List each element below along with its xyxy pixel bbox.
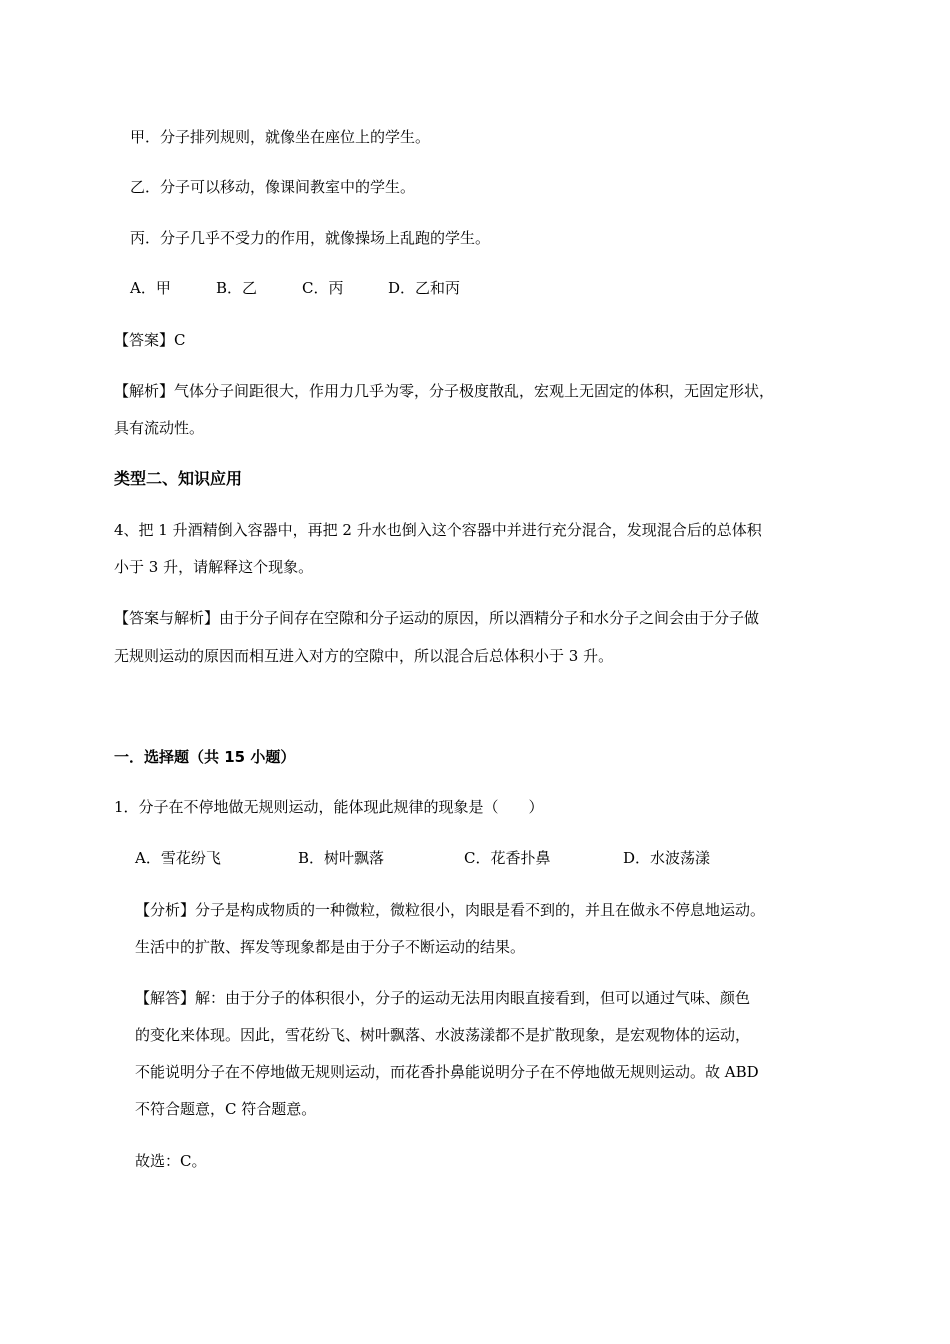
q1-solution-line-3: 不能说明分子在不停地做无规则运动，而花香扑鼻能说明分子在不停地做无规则运动。故 ABD	[135, 1063, 759, 1081]
options-row	[130, 278, 460, 298]
q1-stem: 1．分子在不停地做无规则运动，能体现此规律的现象是（ ）	[114, 798, 544, 816]
answer: 【答案】C	[114, 331, 186, 349]
analysis-line-1: 【解析】气体分子间距很大，作用力几乎为零，分子极度散乱，宏观上无固定的体积，无固定形状，	[114, 382, 775, 400]
q1-solution-line-1: 【解答】解：由于分子的体积很小，分子的运动无法用肉眼直接看到，但可以通过气味、颜色	[135, 989, 751, 1007]
q1-option-a: A．雪花纷飞	[135, 849, 221, 867]
q4-answer-line-1: 【答案与解析】由于分子间存在空隙和分子运动的原因，所以酒精分子和水分子之间会由于分子做	[114, 609, 760, 627]
q1-option-d: D．水波荡漾	[623, 849, 711, 867]
q1-solution-line-4: 不符合题意，C 符合题意。	[135, 1100, 317, 1118]
statement-yi: 乙．分子可以移动，像课间教室中的学生。	[130, 178, 416, 196]
section-heading-type2: 类型二、知识应用	[114, 469, 243, 488]
analysis-line-2: 具有流动性。	[114, 419, 205, 437]
exercises-heading: 一．选择题（共 15 小题）	[114, 748, 296, 766]
q1-analysis-line-2: 生活中的扩散、挥发等现象都是由于分子不断运动的结果。	[135, 938, 526, 956]
statement-jia: 甲．分子排列规则，就像坐在座位上的学生。	[130, 128, 431, 146]
option-c: C．丙	[302, 279, 344, 297]
q1-options-row	[135, 848, 710, 868]
option-b: B．乙	[216, 279, 258, 297]
option-d: D．乙和丙	[388, 279, 461, 297]
q1-solution-line-2: 的变化来体现。因此，雪花纷飞、树叶飘落、水波荡漾都不是扩散现象，是宏观物体的运动，	[135, 1026, 751, 1044]
option-a: A．甲	[130, 279, 171, 297]
statement-bing: 丙．分子几乎不受力的作用，就像操场上乱跑的学生。	[130, 229, 491, 247]
q1-analysis-line-1: 【分析】分子是构成物质的一种微粒，微粒很小，肉眼是看不到的，并且在做永不停息地运动。	[135, 901, 766, 919]
q1-final-answer: 故选：C。	[135, 1152, 207, 1170]
q4-answer-line-2: 无规则运动的原因而相互进入对方的空隙中，所以混合后总体积小于 3 升。	[114, 647, 614, 665]
q1-option-b: B．树叶飘落	[298, 849, 385, 867]
q4-line-1: 4、把 1 升酒精倒入容器中，再把 2 升水也倒入这个容器中并进行充分混合，发现混合后的总体积	[114, 521, 762, 539]
q4-line-2: 小于 3 升，请解释这个现象。	[114, 558, 314, 576]
q1-option-c: C．花香扑鼻	[464, 849, 551, 867]
